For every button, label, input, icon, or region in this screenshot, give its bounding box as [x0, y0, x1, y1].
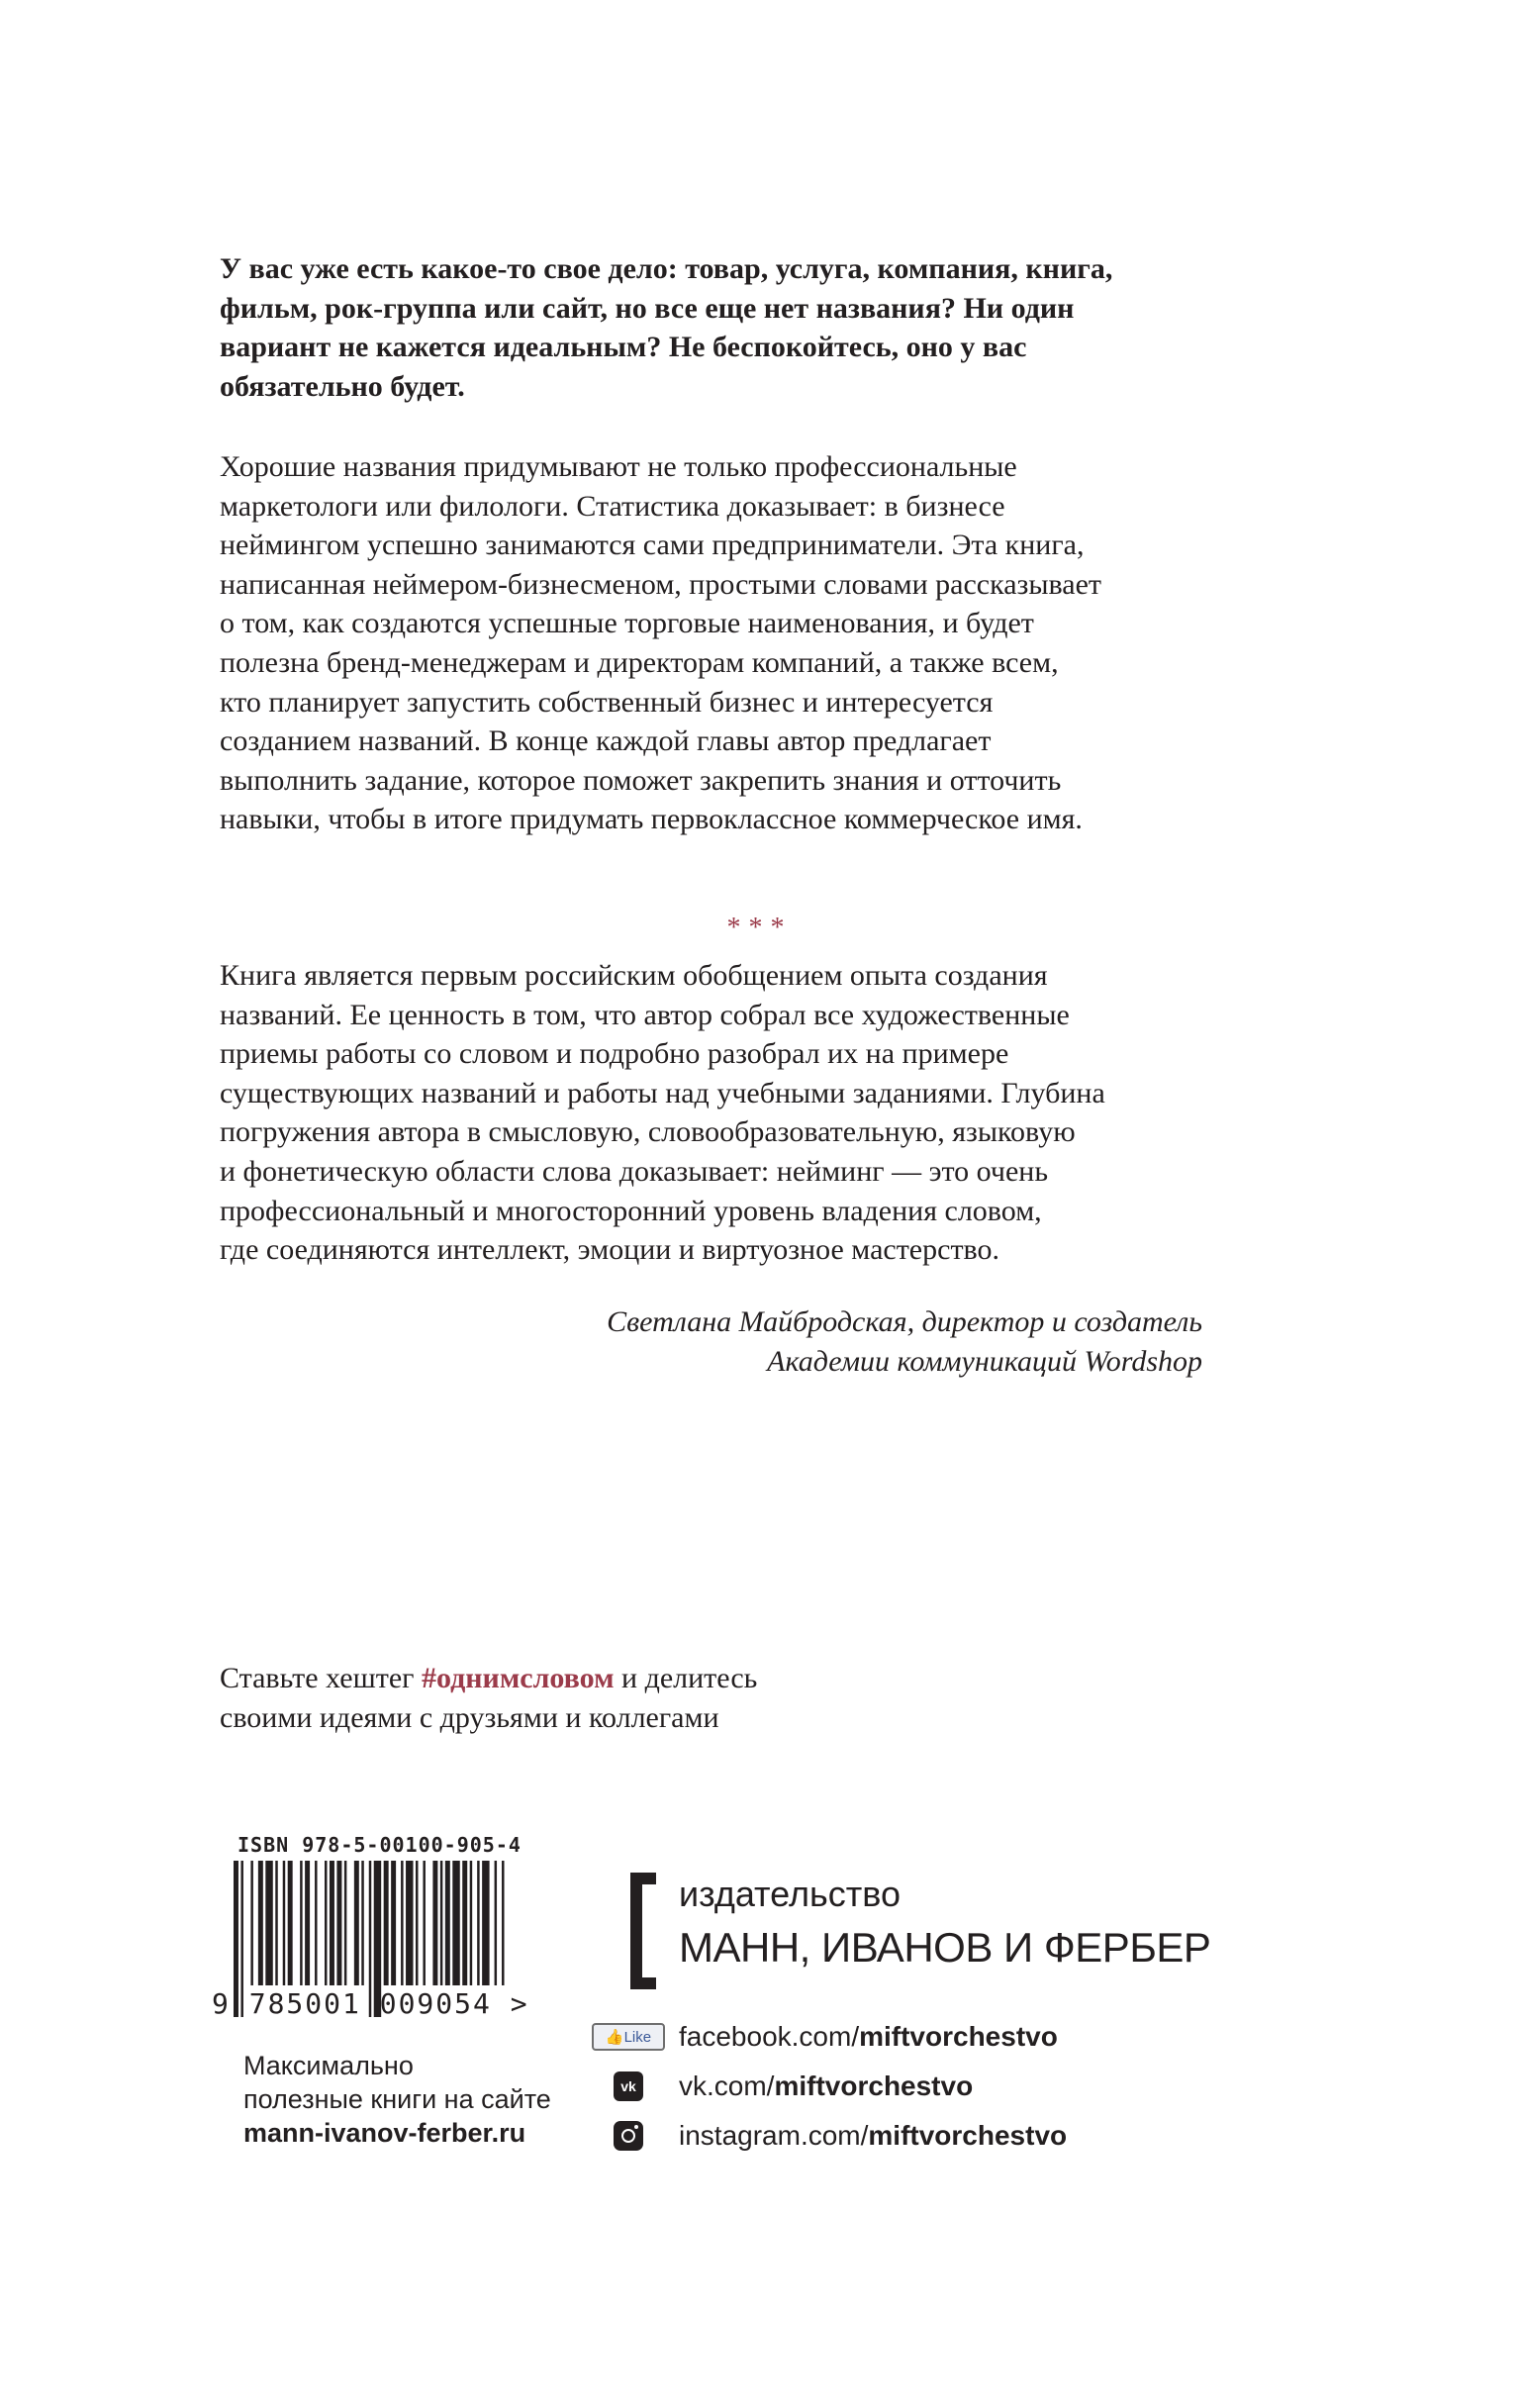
review-line: профессиональный и многосторонний уровень владения словом, — [220, 1194, 1042, 1227]
barcode-bar — [330, 1861, 334, 1985]
publisher-label: издательство — [679, 1874, 901, 1914]
barcode-bar — [258, 1861, 263, 1985]
barcode-bar — [423, 1861, 425, 1985]
hashtag-suffix: и делитесь — [614, 1662, 758, 1694]
barcode-bar — [440, 1861, 442, 1985]
barcode-bar — [336, 1861, 341, 1985]
barcode-digits: 9 785001 009054 > — [212, 1987, 529, 2020]
description-line: выполнить задание, которое поможет закрепить знания и отточить — [220, 763, 1062, 797]
facebook-icon-box — [588, 2023, 669, 2051]
promo-line-1: Максимально — [243, 2051, 414, 2080]
barcode-bar — [315, 1861, 317, 1985]
barcode-bar — [406, 1861, 413, 1985]
description-line: навыки, чтобы в итоге придумать первоклассное коммерческое имя. — [220, 803, 1083, 836]
intro-line: обязательно будет. — [220, 369, 465, 403]
description-paragraph — [220, 447, 1209, 839]
barcode-bar — [265, 1861, 272, 1985]
instagram-handle: miftvorchestvo — [868, 2120, 1068, 2151]
description-line: полезна бренд-менеджерам и директорам компаний, а также всем, — [220, 645, 1059, 679]
review-line: где соединяются интеллект, эмоции и виртуозное мастерство. — [220, 1233, 1000, 1267]
barcode-bar — [305, 1861, 310, 1985]
facebook-link[interactable] — [588, 2015, 1058, 2059]
review-line: названий. Ее ценность в том, что автор собрал все художественные — [220, 998, 1070, 1031]
facebook-prefix: facebook.com/ — [679, 2021, 860, 2052]
vk-link[interactable] — [588, 2065, 973, 2108]
website-promo — [243, 2049, 551, 2150]
vk-icon-box — [588, 2071, 669, 2101]
signature-line: Светлана Майбродская, директор и создатель — [607, 1305, 1202, 1338]
hashtag-line-1 — [220, 1659, 1110, 1698]
description-line: неймингом успешно занимаются сами предприниматели. Эта книга, — [220, 529, 1085, 562]
facebook-handle: miftvorchestvo — [859, 2021, 1058, 2052]
barcode-bar — [477, 1861, 479, 1985]
barcode-bar — [401, 1861, 403, 1985]
instagram-link[interactable] — [588, 2114, 1067, 2158]
barcode-bar — [275, 1861, 277, 1985]
barcode-bar — [462, 1861, 467, 1985]
publisher-name: МАНН, ИВАНОВ И ФЕРБЕР — [679, 1924, 1211, 1971]
review-paragraph — [220, 956, 1209, 1270]
barcode-bar — [391, 1861, 396, 1985]
barcode-bar — [452, 1861, 459, 1985]
separator-stars: *** — [726, 913, 793, 943]
intro-line: вариант не кажется идеальным? Не беспокойтесь, оно у вас — [220, 331, 1027, 364]
barcode-bar — [495, 1861, 497, 1985]
description-line: кто планирует запустить собственный бизнес и интересуется — [220, 685, 994, 719]
vk-prefix: vk.com/ — [679, 2071, 775, 2101]
barcode-bar — [470, 1861, 472, 1985]
signature-line: Академии коммуникаций Wordshop — [767, 1345, 1202, 1378]
barcode-bar — [250, 1861, 252, 1985]
review-line: существующих названий и работы над учебными заданиями. Глубина — [220, 1076, 1105, 1109]
barcode-bar — [482, 1861, 489, 1985]
instagram-icon — [614, 2121, 643, 2151]
barcode-bar — [384, 1861, 389, 1985]
description-line: написанная неймером-бизнесменом, простыми словами рассказывает — [220, 567, 1102, 601]
review-line: погружения автора в смысловую, словообразовательную, языковую — [220, 1115, 1076, 1149]
intro-line: фильм, рок-группа или сайт, но все еще нет названия? Ни один — [220, 291, 1075, 325]
review-signature — [312, 1302, 1202, 1382]
intro-paragraph — [220, 249, 1209, 406]
review-line: Книга является первым российским обобщением опыта создания — [220, 959, 1048, 992]
hashtag-line-2: своими идеями с друзьями и коллегами — [220, 1701, 719, 1734]
instagram-prefix: instagram.com/ — [679, 2120, 869, 2151]
review-line: и фонетическую области слова доказывает: нейминг — это очень — [220, 1154, 1049, 1188]
barcode-bar — [344, 1861, 346, 1985]
intro-line: У вас уже есть какое-то свое дело: товар, услуга, компания, книга, — [220, 252, 1113, 285]
vk-icon: vk — [614, 2071, 643, 2101]
like-label: Like — [623, 2028, 652, 2046]
barcode-bar — [361, 1861, 363, 1985]
hashtag-callout — [220, 1659, 1110, 1738]
hashtag: #однимсловом — [421, 1662, 615, 1694]
hashtag-prefix: Ставьте хештег — [220, 1662, 422, 1694]
instagram-icon-box — [588, 2121, 669, 2151]
website-link[interactable]: mann-ivanov-ferber.ru — [243, 2118, 526, 2148]
barcode-bar — [432, 1861, 437, 1985]
publisher-bracket-icon — [630, 1873, 642, 1989]
description-line: созданием названий. В конце каждой главы автор предлагает — [220, 724, 992, 758]
barcode-bar — [445, 1861, 450, 1985]
barcode-bar — [288, 1861, 293, 1985]
review-line: приемы работы со словом и подробно разобрал их на примере — [220, 1037, 1009, 1071]
description-line: о том, как создаются успешные торговые наименования, и будет — [220, 607, 1034, 640]
barcode-bar — [325, 1861, 327, 1985]
barcode-bar — [502, 1861, 504, 1985]
isbn-text: ISBN 978-5-00100-905-4 — [237, 1833, 522, 1857]
barcode-bar — [283, 1861, 285, 1985]
description-line: Хорошие названия придумывают не только профессиональные — [220, 450, 1017, 483]
barcode-bar — [416, 1861, 418, 1985]
facebook-like-icon: 👍 Like — [592, 2023, 665, 2051]
barcode-bar — [300, 1861, 302, 1985]
vk-handle: miftvorchestvo — [774, 2071, 974, 2101]
promo-line-2: полезные книги на сайте — [243, 2084, 551, 2114]
barcode-bar — [354, 1861, 359, 1985]
description-line: маркетологи или филологи. Статистика доказывает: в бизнесе — [220, 489, 1005, 523]
